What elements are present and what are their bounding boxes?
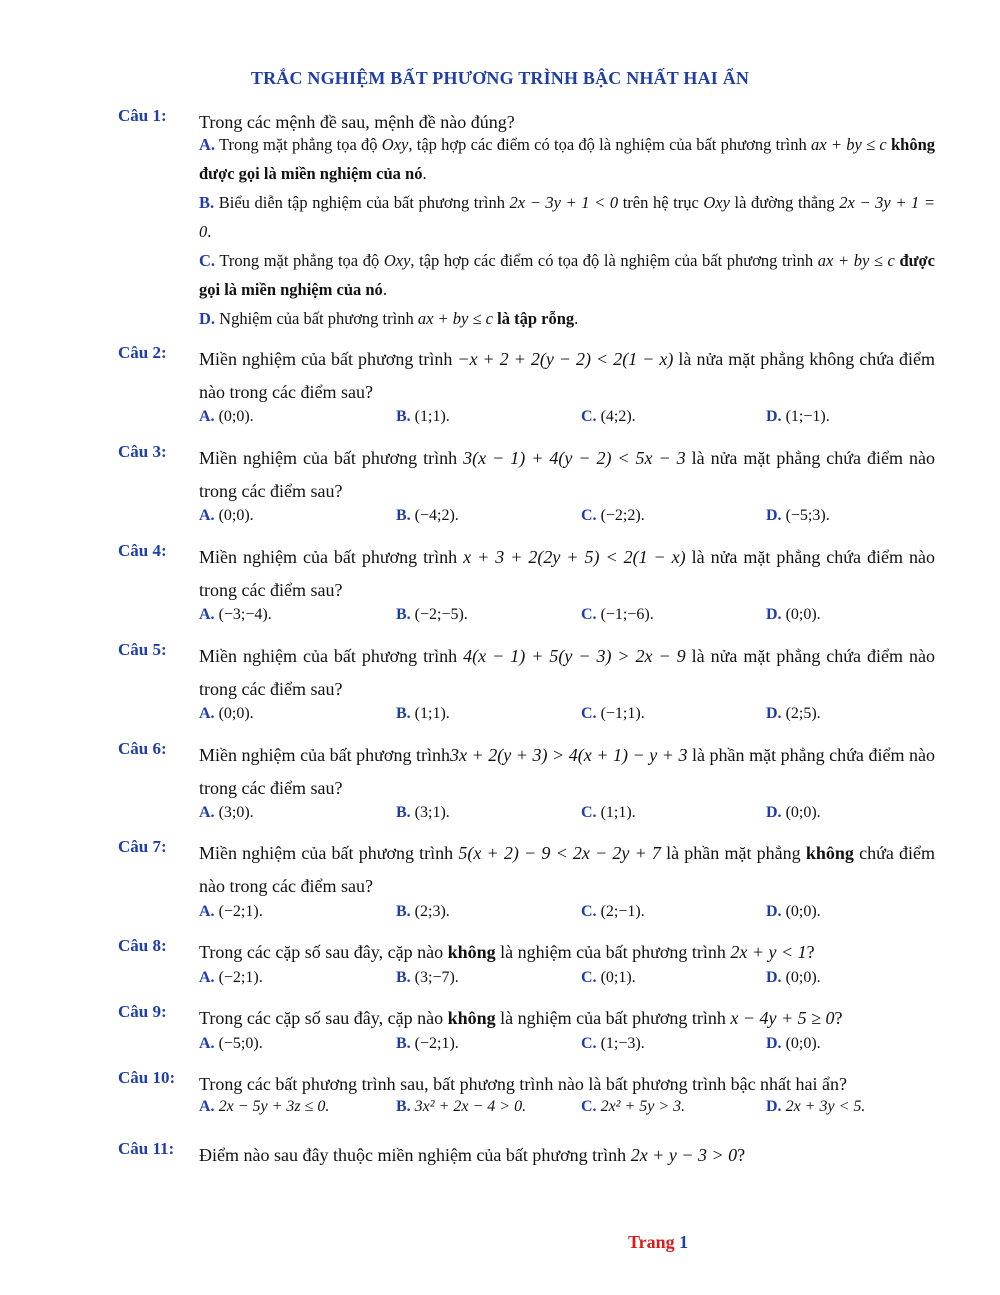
option-label: D. [766,507,782,524]
option-label: D. [766,804,782,821]
option-label: C. [581,507,597,524]
question-number: Câu 11: [118,1139,175,1158]
question-number: Câu 6: [118,739,167,758]
statement-c [199,246,935,304]
option-d[interactable] [766,1035,821,1053]
option-a[interactable] [199,804,254,822]
option-label: A. [199,1035,215,1052]
math-expression: Oxy [703,193,730,212]
question-number: Câu 4: [118,541,167,560]
statement-text: , tập hợp các điểm có tọa độ là nghiệm của bất phương trình [408,135,812,154]
option-value: (1;1). [600,804,636,821]
math-expression: 2x + y < 1 [730,942,807,962]
question-number: Câu 8: [118,936,167,955]
statement-bold: là tập rỗng [493,309,575,328]
option-label: B. [396,1035,411,1052]
option-label: C. [581,1098,597,1115]
option-a[interactable] [199,1098,329,1116]
option-a[interactable] [199,606,272,624]
option-label: B. [396,1098,411,1115]
option-value: (1;1). [414,705,450,722]
page-title: TRẮC NGHIỆM BẤT PHƯƠNG TRÌNH BẬC NHẤT HAI ẨN [250,68,750,88]
option-label: D. [766,969,782,986]
question-number: Câu 9: [118,1002,167,1021]
math-expression: ax + by ≤ c [811,135,887,154]
math-expression: ax + by ≤ c [817,251,895,270]
statement-a [199,130,935,188]
option-value: (2;5). [785,705,821,722]
option-b[interactable] [396,1035,459,1053]
options-row-q7 [0,903,1000,933]
question-number: Câu 7: [118,837,167,856]
question-bold: không [447,942,496,962]
option-c[interactable] [581,1035,645,1053]
option-label: C. [199,251,216,270]
question-number: Câu 5: [118,640,167,659]
option-value: 2x² + 5y > 3. [600,1098,686,1115]
option-label: B. [396,969,411,986]
question-text-part: là nửa mặt phẳng không chứa điểm nào trong các điểm sau? [199,349,935,402]
option-value: (0;0). [785,606,821,623]
question-text [199,837,935,903]
option-value: (3;−7). [414,969,459,986]
options-row-q5 [0,705,1000,735]
option-label: A. [199,1098,215,1115]
option-label: C. [581,804,597,821]
statement-end: . [382,280,387,299]
option-label: B. [396,507,411,524]
question-number: Câu 1: [118,106,167,125]
question-text-part: ? [834,1008,843,1028]
statement-text: , tập hợp các điểm có tọa độ là nghiệm của bất phương trình [410,251,818,270]
question-text-part: Miền nghiệm của bất phương trình [199,547,464,567]
option-label: D. [766,1098,782,1115]
option-value: (0;0). [785,969,821,986]
option-b[interactable] [396,903,450,921]
page-footer [628,1232,688,1253]
option-label: C. [581,408,597,425]
option-d[interactable] [766,705,821,723]
options-row-q8 [0,969,1000,999]
options-row-q10 [0,1098,1000,1128]
question-text-part: là nửa mặt phẳng chứa điểm nào trong các điểm sau? [199,547,935,600]
option-value: (−1;1). [600,705,645,722]
option-label: A. [199,408,215,425]
option-value: (−5;0). [218,1035,263,1052]
option-value: 2x + 3y < 5. [785,1098,866,1115]
question-text-part: Miền nghiệm của bất phương trình [199,745,450,765]
option-label: D. [766,606,782,623]
option-label: D. [766,1035,782,1052]
option-b[interactable] [396,705,450,723]
question-text-part: ? [806,942,815,962]
question-text: Trong các bất phương trình sau, bất phương trình nào là bất phương trình bậc nhất hai ẩn? [199,1074,848,1094]
option-value: (0;0). [218,507,254,524]
option-label: B. [396,408,411,425]
option-label: B. [396,903,411,920]
statement-text: Nghiệm của bất phương trình [219,309,418,328]
question-text-part: Miền nghiệm của bất phương trình [199,349,458,369]
option-d[interactable] [766,804,821,822]
question-text-part: là nghiệm của bất phương trình [495,1008,731,1028]
statement-end: . [574,309,579,328]
option-a[interactable] [199,1035,263,1053]
option-value: 3x² + 2x − 4 > 0. [414,1098,527,1115]
option-label: B. [396,606,411,623]
option-d[interactable] [766,606,821,624]
option-c[interactable] [581,408,636,426]
question-text [199,343,935,409]
question-number: Câu 10: [118,1068,176,1087]
math-expression: x + 3 + 2(2y + 5) < 2(1 − x) [463,547,686,567]
question-text-part: là nghiệm của bất phương trình [495,942,731,962]
statement-end: . [207,222,212,241]
option-label: A. [199,969,215,986]
option-label: D. [766,903,782,920]
option-value: 2x − 5y + 3z ≤ 0. [218,1098,330,1115]
question-text-part: Miền nghiệm của bất phương trình [199,843,459,863]
option-b[interactable] [396,507,459,525]
statement-d [199,304,935,333]
question-number: Câu 3: [118,442,167,461]
option-label: B. [396,804,411,821]
question-text [199,541,935,607]
option-c[interactable] [581,903,645,921]
option-value: (−2;1). [218,969,263,986]
question-text-part: chứa điểm nào trong các điểm sau? [199,843,935,896]
math-expression: ax + by ≤ c [417,309,494,328]
option-label: D. [766,408,782,425]
statement-text: trên hệ trục [618,193,704,212]
options-row-q4 [0,606,1000,636]
math-expression: Oxy [383,251,411,270]
math-expression: 2x − 3y + 1 = 0 [199,193,936,241]
statement-b [199,188,935,246]
option-c[interactable] [581,1098,685,1116]
question-text-part: Trong các cặp số sau đây, cặp nào [199,1008,448,1028]
option-value: (−2;1). [414,1035,459,1052]
question-text-part: là phần mặt phẳng [660,843,806,863]
options-row-q2 [0,408,1000,438]
option-value: (−3;−4). [218,606,272,623]
statement-end: . [422,164,427,183]
option-value: (1;1). [414,408,450,425]
option-d[interactable] [766,1098,865,1116]
option-value: (−1;−6). [600,606,654,623]
option-label: C. [581,705,597,722]
page-number: 1 [679,1232,689,1252]
question-text [199,442,935,508]
option-label: C. [581,1035,597,1052]
question-text [199,1002,935,1035]
option-c[interactable] [581,705,645,723]
math-expression: 2x − 3y + 1 < 0 [509,193,619,212]
option-c[interactable] [581,804,636,822]
statement-bold: được gọi là miền nghiệm của nó [199,251,935,299]
option-b[interactable] [396,1098,526,1116]
option-value: (3;0). [218,804,254,821]
option-label: A. [199,903,215,920]
option-value: (−2;2). [600,507,645,524]
question-text-part: ? [737,1145,746,1165]
option-d[interactable] [766,408,830,426]
option-a[interactable] [199,408,254,426]
option-c[interactable] [581,969,636,987]
option-a[interactable] [199,507,254,525]
math-expression: −x + 2 + 2(y − 2) < 2(1 − x) [457,349,674,369]
question-text [199,936,935,969]
option-value: (−2;1). [218,903,263,920]
option-value: (0;1). [600,969,636,986]
option-label: D. [766,705,782,722]
math-expression: 3x + 2(y + 3) > 4(x + 1) − y + 3 [450,745,688,765]
option-value: (−5;3). [785,507,830,524]
question-bold: không [805,843,854,863]
option-value: (0;0). [785,804,821,821]
statement-text: Trong mặt phẳng tọa độ [219,135,382,154]
options-row-q9 [0,1035,1000,1065]
math-expression: x − 4y + 5 ≥ 0 [730,1008,835,1028]
math-expression: 2x + y − 3 > 0 [630,1145,738,1165]
option-d[interactable] [766,507,830,525]
statement-text: Trong mặt phẳng tọa độ [219,251,384,270]
option-value: (1;−3). [600,1035,645,1052]
option-b[interactable] [396,606,468,624]
statement-text: Biểu diễn tập nghiệm của bất phương trình [218,193,510,212]
question-text: Trong các mệnh đề sau, mệnh đề nào đúng? [199,112,515,132]
option-value: (0;0). [785,903,821,920]
option-a[interactable] [199,903,263,921]
option-label: D. [199,309,216,328]
question-bold: không [447,1008,496,1028]
option-label: C. [581,903,597,920]
option-d[interactable] [766,969,821,987]
question-text-part: là nửa mặt phẳng chứa điểm nào trong các điểm sau? [199,448,935,501]
option-b[interactable] [396,804,450,822]
statement-text: là đường thẳng [729,193,840,212]
options-row-q3 [0,507,1000,537]
option-value: (−2;−5). [414,606,468,623]
question-text-part: Trong các cặp số sau đây, cặp nào [199,942,448,962]
option-b[interactable] [396,969,459,987]
question-text [199,739,935,805]
option-c[interactable] [581,507,645,525]
math-expression: 4(x − 1) + 5(y − 3) > 2x − 9 [463,646,686,666]
question-text-part: Điểm nào sau đây thuộc miền nghiệm của bất phương trình [199,1145,631,1165]
option-value: (0;0). [218,408,254,425]
options-row-q6 [0,804,1000,834]
question-text [199,1139,935,1172]
option-a[interactable] [199,705,254,723]
math-expression: Oxy [381,135,409,154]
option-label: C. [581,606,597,623]
option-label: A. [199,705,215,722]
option-label: B. [396,705,411,722]
option-value: (2;−1). [600,903,645,920]
option-value: (2;3). [414,903,450,920]
option-label: B. [199,193,215,212]
option-value: (4;2). [600,408,636,425]
question-text-part: là nửa mặt phẳng chứa điểm nào trong các điểm sau? [199,646,935,699]
question-text-part: là phần mặt phẳng chứa điểm nào trong các điểm sau? [199,745,935,798]
option-label: A. [199,135,216,154]
question-text-part: Miền nghiệm của bất phương trình [199,646,464,666]
option-c[interactable] [581,606,654,624]
option-label: C. [581,969,597,986]
option-label: A. [199,606,215,623]
math-expression: 3(x − 1) + 4(y − 2) < 5x − 3 [463,448,686,468]
question-text-part: Miền nghiệm của bất phương trình [199,448,464,468]
option-label: A. [199,507,215,524]
option-value: (3;1). [414,804,450,821]
option-value: (0;0). [785,1035,821,1052]
footer-label: Trang [628,1232,680,1252]
statement-bold: không được gọi là miền nghiệm của nó [199,135,936,183]
option-value: (−4;2). [414,507,459,524]
question-text [199,640,935,706]
math-expression: 5(x + 2) − 9 < 2x − 2y + 7 [458,843,661,863]
option-label: A. [199,804,215,821]
option-b[interactable] [396,408,450,426]
option-value: (0;0). [218,705,254,722]
option-a[interactable] [199,969,263,987]
question-number: Câu 2: [118,343,167,362]
option-value: (1;−1). [785,408,830,425]
option-d[interactable] [766,903,821,921]
